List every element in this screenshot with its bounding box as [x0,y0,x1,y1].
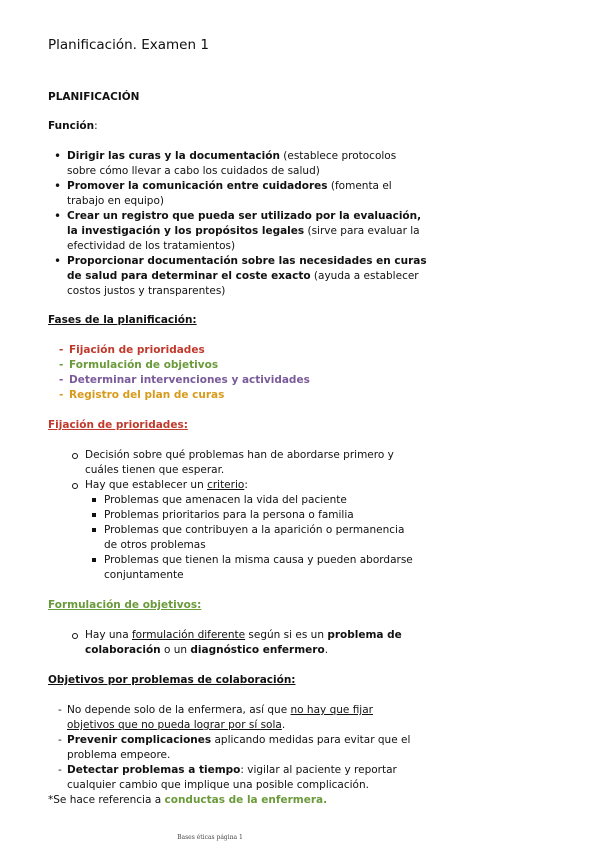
criterio-item: Problemas que tienen la misma causa y pueden abordarse conjuntamente [104,554,413,581]
list-item: - Detectar problemas a tiempo: vigilar al paciente y reportar cualquier cambio que implique una posible complicación. [58,764,397,791]
note-text: *Se hace referencia a [48,794,165,806]
funcion-label [48,119,98,134]
item-bold: Crear un registro que pueda ser utilizado por la evaluación, la investigación y los propósitos legales [67,210,422,237]
section-heading-objetivos: Objetivos por problemas de colaboración: [48,674,296,686]
page-footer: Bases éticas página 1 [177,834,243,841]
item-text: . [324,644,329,656]
list-item [85,628,415,658]
item-text: (ayuda a establecer costos justos y transparentes) [67,270,419,297]
item-bold: Proporcionar documentación sobre las necesidades en curas de salud para determinar el coste exacto [67,255,427,282]
funcion-colon: : [94,120,98,132]
item-text: No depende solo de la enfermera, así que [67,704,291,716]
funcion-label-text: Función [48,120,95,132]
item-bold: Dirigir las curas y la documentación [67,150,280,162]
item-bold: Prevenir complicaciones [67,734,212,746]
fase-label: Determinar intervenciones y actividades [69,374,310,386]
item-text: : [244,479,248,491]
criterio-item: Problemas prioritarios para la persona o familia [104,508,414,523]
item-text: : vigilar al paciente y reportar cualquier cambio que implique una posible complicación. [67,764,397,791]
item-underlined: criterio [207,479,245,491]
list-item: - No depende solo de la enfermera, así que no hay que fijar objetivos que no pueda lograr por sí sola. [58,704,373,731]
item-text: (sirve para evaluar la efectividad de los tratamientos) [67,225,420,252]
fase-label: Formulación de objetivos [69,359,219,371]
list-item [67,254,427,299]
fase-item: - Registro del plan de curas [59,389,225,401]
criterio-item: Problemas que contribuyen a la aparición o permanencia de otros problemas [104,523,414,553]
list-item [67,179,427,209]
fase-label: Fijación de prioridades [69,344,205,356]
fase-item: - Fijación de prioridades [59,344,205,356]
section-heading-fijacion: Fijación de prioridades: [48,419,188,431]
item-text: aplicando medidas para evitar que el problema empeore. [67,734,411,761]
item-text: (fomenta el trabajo en equipo) [67,180,392,207]
note-highlight: conductas de la enfermera. [164,794,328,806]
note [48,793,327,808]
page-title: Planificación. Examen 1 [48,37,209,53]
list-item [85,478,415,493]
fase-item: - Formulación de objetivos [59,359,219,371]
list-item: - Prevenir complicaciones aplicando medidas para evitar que el problema empeore. [58,734,411,761]
fase-label: Registro del plan de curas [69,389,225,401]
list-item [67,149,427,179]
item-underlined: formulación diferente [131,629,246,641]
section-heading-planificacion: PLANIFICACIÓN [48,91,140,103]
criterio-item: Problemas que amenacen la vida del paciente [104,493,414,508]
item-text: según si es un [245,629,328,641]
item-bold: Detectar problemas a tiempo [67,764,241,776]
fase-item: - Determinar intervenciones y actividades [59,374,310,386]
section-heading-formulacion: Formulación de objetivos: [48,599,202,611]
item-text: Hay una [85,629,132,641]
list-item: Decisión sobre qué problemas han de abordarse primero y cuáles tienen que esperar. [85,448,415,478]
item-text: . [281,719,286,731]
item-bold: problema de colaboración [85,629,402,656]
list-item [67,209,427,254]
item-bold: Promover la comunicación entre cuidadores [67,180,328,192]
item-underlined: no hay que fijar objetivos que no pueda lograr por sí sola [67,704,373,731]
section-heading-fases: Fases de la planificación: [48,314,197,326]
item-text: (establece protocolos sobre cómo llevar a cabo los cuidados de salud) [67,150,397,177]
item-text: Hay que establecer un [85,479,208,491]
item-bold: diagnóstico enfermero [190,644,325,656]
item-text: o un [160,644,191,656]
